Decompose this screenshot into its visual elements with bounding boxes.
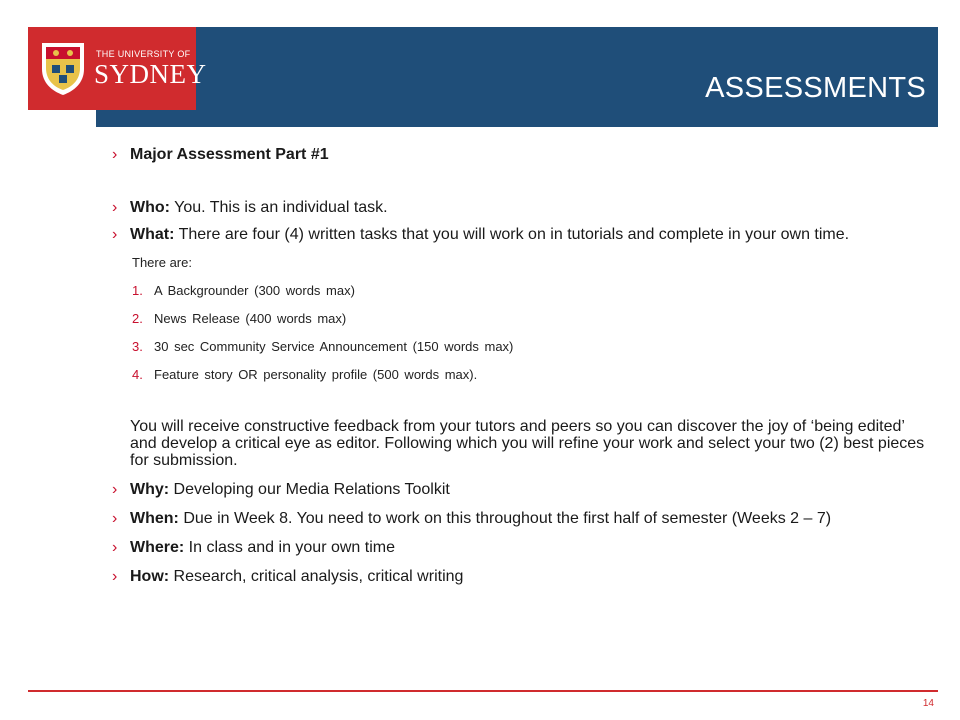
chevron-right-icon: › — [112, 226, 118, 243]
who-text: You. This is an individual task. — [169, 199, 388, 216]
bullet-heading — [112, 146, 932, 163]
where-text: In class and in your own time — [184, 539, 395, 556]
chevron-right-icon: › — [112, 539, 118, 556]
when-label: When: — [130, 510, 179, 527]
where-label: Where: — [130, 539, 185, 556]
chevron-right-icon: › — [112, 510, 118, 527]
when-text: Due in Week 8. You need to work on this throughout the first half of semester (Weeks 2 – 7) — [178, 510, 832, 527]
bullet-why — [112, 481, 932, 498]
chevron-right-icon: › — [112, 481, 118, 498]
list-item — [132, 283, 932, 298]
bullet-what — [112, 226, 932, 243]
list-text: 30 sec Community Service Announcement (150 words max) — [154, 339, 514, 354]
why-text: Developing our Media Relations Toolkit — [169, 481, 450, 498]
chevron-right-icon: › — [112, 146, 118, 163]
how-text: Research, critical analysis, critical writing — [169, 568, 464, 585]
list-item — [132, 367, 932, 382]
bullet-where — [112, 539, 932, 556]
list-item — [132, 339, 932, 354]
slide-content — [112, 146, 932, 585]
crest-icon — [38, 39, 88, 97]
bullet-when — [112, 510, 932, 527]
there-are-label: There are: — [132, 255, 192, 270]
chevron-right-icon: › — [112, 199, 118, 216]
page-number: 14 — [922, 698, 934, 709]
footer-divider — [28, 690, 938, 692]
what-label: What: — [130, 226, 175, 243]
list-number: 2. — [132, 311, 143, 326]
what-text: There are four (4) written tasks that you will work on in tutorials and complete in your own time. — [174, 226, 850, 243]
who-label: Who: — [130, 199, 170, 216]
list-text: A Backgrounder (300 words max) — [154, 283, 355, 298]
bullet-who — [112, 199, 932, 216]
assessment-heading: Major Assessment Part #1 — [130, 146, 329, 163]
why-label: Why: — [130, 481, 170, 498]
how-label: How: — [130, 568, 170, 585]
bullet-how — [112, 568, 932, 585]
list-number: 3. — [132, 339, 143, 354]
feedback-paragraph: You will receive constructive feedback from your tutors and peers so you can discover the joy of ‘being edited’ and develop a critical eye as editor. Following which you will refine your work and select your two (2) best pieces for submission. — [130, 418, 925, 469]
list-item — [132, 311, 932, 326]
task-list — [112, 283, 932, 382]
chevron-right-icon: › — [112, 568, 118, 585]
list-text: Feature story OR personality profile (500 words max). — [154, 367, 478, 382]
list-number: 1. — [132, 283, 143, 298]
logo-text-line2: SYDNEY — [94, 59, 207, 89]
slide-title: ASSESSMENTS — [705, 72, 926, 104]
list-text: News Release (400 words max) — [154, 311, 347, 326]
list-number: 4. — [132, 367, 143, 382]
university-logo — [28, 27, 207, 110]
logo-text-line1: THE UNIVERSITY OF — [96, 49, 191, 59]
